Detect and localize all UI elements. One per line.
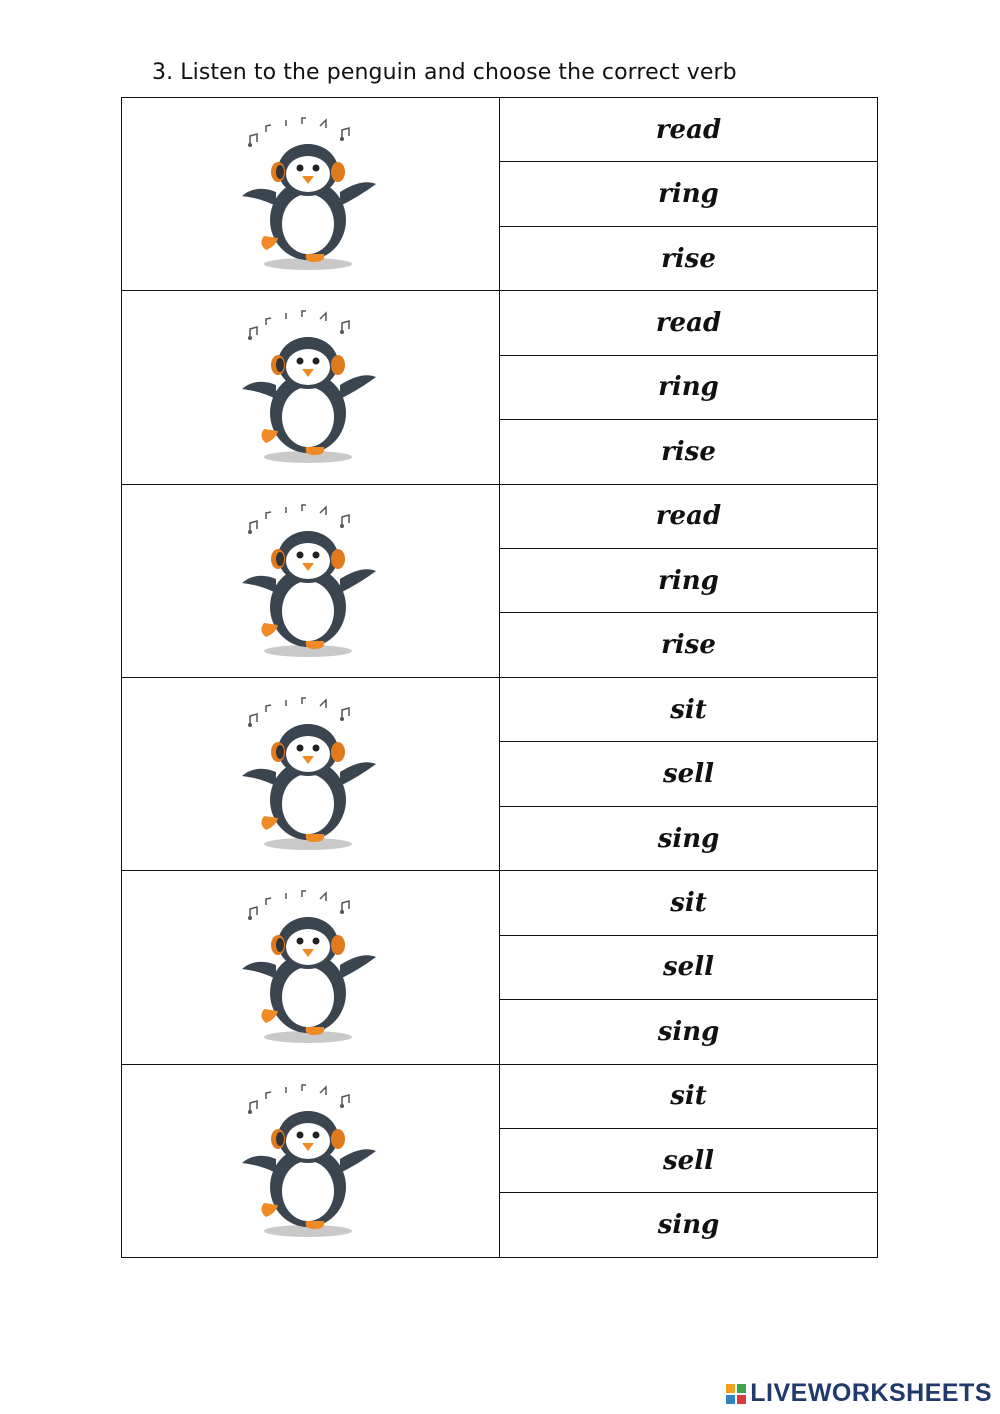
verb-option-cell[interactable] — [500, 1064, 878, 1128]
liveworksheets-logo — [726, 1379, 992, 1408]
verb-option-cell[interactable] — [500, 742, 878, 806]
verb-option-label[interactable]: sell — [663, 952, 714, 983]
verb-option-cell[interactable] — [500, 677, 878, 741]
verb-option-label[interactable]: sit — [670, 694, 707, 725]
penguin-picture[interactable] — [122, 501, 499, 661]
penguin-audio-cell[interactable] — [122, 871, 500, 1064]
penguin-audio-cell[interactable] — [122, 484, 500, 677]
penguin-audio-cell[interactable] — [122, 291, 500, 484]
verb-option-label[interactable]: rise — [661, 630, 716, 661]
verb-option-label[interactable]: ring — [658, 565, 719, 596]
verb-option-cell[interactable] — [500, 162, 878, 226]
penguin-picture[interactable] — [122, 1081, 499, 1241]
verb-option-label[interactable]: rise — [661, 243, 716, 274]
verb-option-label[interactable]: sing — [657, 1016, 720, 1047]
logo-text: LIVEWORKSHEETS — [750, 1379, 992, 1407]
verb-option-cell[interactable] — [500, 291, 878, 355]
verb-option-cell[interactable] — [500, 935, 878, 999]
penguin-picture[interactable] — [122, 887, 499, 1047]
penguin-with-headphones-icon — [236, 307, 386, 467]
penguin-picture[interactable] — [122, 307, 499, 467]
option-row — [122, 98, 878, 162]
answer-table — [121, 97, 878, 1258]
verb-option-label[interactable]: sell — [663, 1145, 714, 1176]
penguin-picture[interactable] — [122, 694, 499, 854]
verb-option-label[interactable]: ring — [658, 372, 719, 403]
verb-option-label[interactable]: sing — [657, 823, 720, 854]
verb-option-cell[interactable] — [500, 806, 878, 870]
verb-option-label[interactable]: sit — [670, 887, 707, 918]
verb-option-cell[interactable] — [500, 549, 878, 613]
penguin-with-headphones-icon — [236, 694, 386, 854]
verb-option-cell[interactable] — [500, 420, 878, 484]
verb-option-cell[interactable] — [500, 1000, 878, 1064]
verb-option-cell[interactable] — [500, 613, 878, 677]
verb-option-label[interactable]: ring — [658, 179, 719, 210]
penguin-with-headphones-icon — [236, 501, 386, 661]
penguin-audio-cell[interactable] — [122, 1064, 500, 1257]
verb-option-cell[interactable] — [500, 355, 878, 419]
option-row — [122, 484, 878, 548]
penguin-audio-cell[interactable] — [122, 677, 500, 870]
verb-option-label[interactable]: sing — [657, 1210, 720, 1241]
logo-mark-icon — [726, 1384, 746, 1404]
verb-option-cell[interactable] — [500, 484, 878, 548]
verb-option-label[interactable]: read — [655, 501, 722, 532]
penguin-with-headphones-icon — [236, 1081, 386, 1241]
verb-option-label[interactable]: sell — [663, 759, 714, 790]
verb-option-label[interactable]: rise — [661, 436, 716, 467]
penguin-audio-cell[interactable] — [122, 98, 500, 291]
penguin-with-headphones-icon — [236, 114, 386, 274]
penguin-picture[interactable] — [122, 114, 499, 274]
verb-option-label[interactable]: read — [655, 114, 722, 145]
option-row — [122, 871, 878, 935]
verb-option-label[interactable]: sit — [670, 1081, 707, 1112]
verb-option-cell[interactable] — [500, 98, 878, 162]
penguin-with-headphones-icon — [236, 887, 386, 1047]
verb-option-cell[interactable] — [500, 226, 878, 290]
option-row — [122, 1064, 878, 1128]
option-row — [122, 291, 878, 355]
verb-option-label[interactable]: read — [655, 308, 722, 339]
instruction-heading: 3. Listen to the penguin and choose the correct verb — [152, 60, 737, 85]
verb-option-cell[interactable] — [500, 1128, 878, 1192]
verb-option-cell[interactable] — [500, 1193, 878, 1258]
option-row — [122, 677, 878, 741]
verb-option-cell[interactable] — [500, 871, 878, 935]
